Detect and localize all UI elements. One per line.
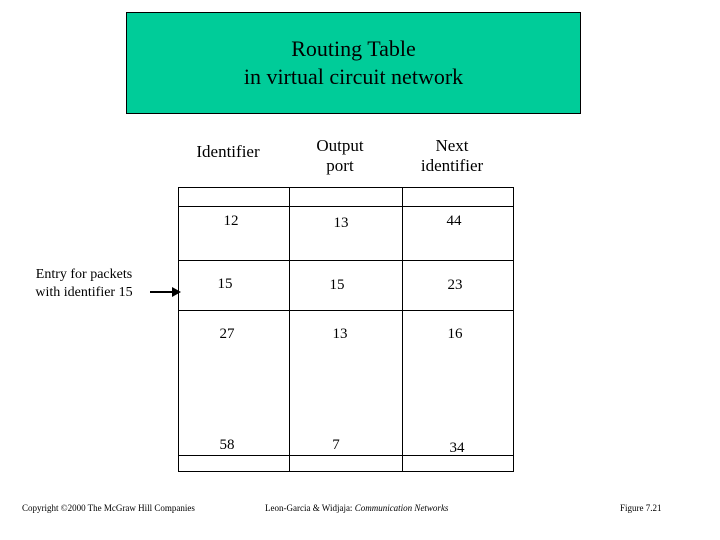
table-cell: 58 [219, 437, 235, 453]
table-rule-1 [178, 206, 514, 207]
table-cell: 15 [217, 276, 233, 292]
footer-figure-number: Figure 7.21 [620, 503, 662, 513]
table-border-right [513, 187, 514, 472]
table-cell: 16 [447, 326, 463, 342]
table-border-top [178, 187, 514, 188]
table-column-divider-2 [402, 187, 403, 472]
table-cell: 27 [219, 326, 235, 342]
title-line-1: Routing Table [291, 36, 416, 61]
title-line-2: in virtual circuit network [243, 64, 464, 89]
table-cell: 13 [333, 215, 349, 231]
table-border-bottom [178, 471, 514, 472]
table-cell: 7 [332, 437, 340, 453]
arrow-head-icon [172, 287, 181, 297]
footer-copyright: Copyright ©2000 The McGraw Hill Companies [22, 503, 195, 513]
annotation-label: Entry for packets with identifier 15 [35, 267, 133, 300]
header-next-identifier: Next identifier [420, 136, 484, 175]
header-identifier: Identifier [196, 142, 260, 161]
header-output-port: Output port [316, 136, 364, 175]
footer-citation: Leon-Garcia & Widjaja: Communication Networks [265, 503, 449, 513]
table-column-divider-1 [289, 187, 290, 472]
table-cell: 34 [449, 440, 465, 456]
table-rule-2 [178, 260, 514, 261]
table-cell: 23 [447, 277, 463, 293]
table-border-left [178, 187, 179, 472]
footer-book-title: Communication Networks [354, 503, 449, 513]
title-box [126, 12, 581, 114]
table-rule-3 [178, 310, 514, 311]
table-cell: 44 [446, 213, 462, 229]
table-cell: 13 [332, 326, 348, 342]
table-cell: 12 [223, 213, 239, 229]
table-cell: 15 [329, 277, 345, 293]
